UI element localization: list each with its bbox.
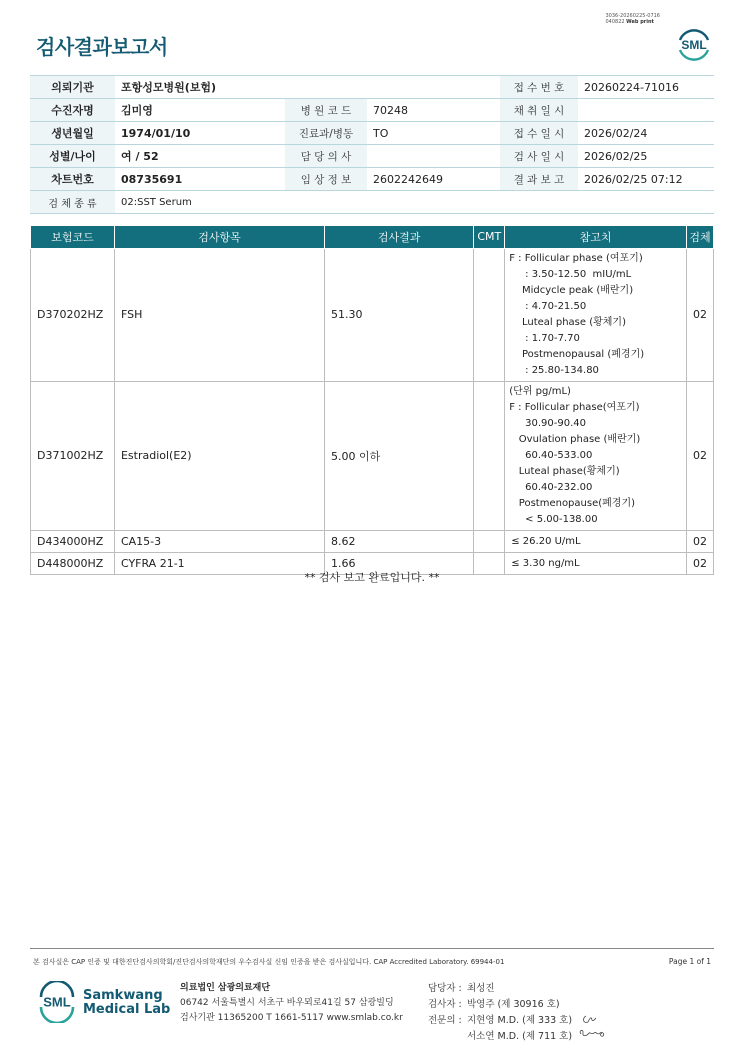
col-header-result: 검사결과 (325, 226, 474, 248)
label-patient-name: 수진자명 (30, 99, 115, 122)
label-receipt-no: 접 수 번 호 (500, 76, 578, 99)
footer-brand (83, 989, 170, 1017)
table-row (31, 530, 714, 552)
info-row (30, 191, 714, 214)
page-title: 검사결과보고서 (36, 35, 168, 59)
col-header-ref: 참고치 (505, 226, 687, 248)
info-row (30, 122, 714, 145)
print-meta-line2: 040822 (605, 19, 625, 25)
value-chart-no: 08735691 (115, 168, 285, 191)
table-row (31, 248, 714, 381)
cell-code: D434000HZ (31, 530, 115, 552)
cell-specimen: 02 (686, 552, 713, 574)
label-chart-no: 차트번호 (30, 168, 115, 191)
label-department: 진료과/병동 (285, 122, 367, 145)
label-clinical-info: 임 상 정 보 (285, 168, 367, 191)
samkwang-logo-icon (36, 981, 78, 1023)
footer-logo-text: SML (43, 994, 71, 1010)
cell-specimen: 02 (686, 248, 713, 381)
print-meta (605, 13, 660, 25)
label-report-date: 결 과 보 고 (500, 168, 578, 191)
value-doctor (367, 145, 500, 168)
cell-item: CYFRA 21-1 (114, 552, 324, 574)
info-row (30, 145, 714, 168)
info-row (30, 99, 714, 122)
cell-cmt (474, 530, 505, 552)
footer-org-info (180, 981, 403, 1026)
brand-line2: Medical Lab (83, 1002, 171, 1017)
value-clinical-info: 2602242649 (367, 168, 500, 191)
sml-logo-text: SML (681, 38, 707, 52)
cell-ref: F : Follicular phase (여포기) : 3.50-12.50 mIU/mL Midcycle peak (배란기) : 4.70-21.50 Luteal phase (황체기) : 1.70-7.70 Postmenopausal (폐경기) : 25.80-134.80 (505, 248, 687, 381)
staff-name: 박영주 (제 30916 호) (467, 999, 560, 1010)
brand-line1: Samkwang (83, 988, 163, 1003)
cell-cmt (474, 248, 505, 381)
footer-divider (30, 948, 714, 949)
certification-note: 본 검사실은 CAP 인증 및 대한진단검사의학회/진단검사의학재단의 우수검사실 신임 인증을 받은 검사실입니다. CAP Accredited Laboratory. 69944-01 (33, 958, 505, 966)
label-collection-date: 채 취 일 시 (500, 99, 578, 122)
cell-code: D370202HZ (31, 248, 115, 381)
cell-ref: ≤ 26.20 U/mL (505, 530, 687, 552)
info-row (30, 168, 714, 191)
org-address: 06742 서울특별시 서초구 바우뫼로41길 57 삼광빌딩 (180, 998, 394, 1008)
cell-result: 5.00 이하 (325, 381, 474, 530)
staff-name: 지현영 M.D. (제 333 호) (467, 1015, 573, 1026)
staff-name: 서소연 M.D. (제 711 호) (467, 1031, 573, 1042)
cell-specimen: 02 (686, 381, 713, 530)
cell-item: CA15-3 (114, 530, 324, 552)
value-department: TO (367, 122, 500, 145)
col-header-cmt: CMT (474, 226, 505, 248)
cell-code: D371002HZ (31, 381, 115, 530)
patient-info-table (30, 75, 714, 214)
signature-image (578, 1010, 610, 1042)
col-header-specimen: 검체 (686, 226, 713, 248)
value-specimen-type: 02:SST Serum (115, 191, 714, 214)
results-table (30, 226, 714, 575)
label-hospital-code: 병 원 코 드 (285, 99, 367, 122)
sml-logo-icon (674, 25, 714, 65)
results-header-row (31, 226, 714, 248)
staff-name: 최성진 (467, 983, 495, 994)
label-specimen-type: 검 체 종 류 (30, 191, 115, 214)
label-receipt-date: 접 수 일 시 (500, 122, 578, 145)
org-contact: 검사기관 11365200 T 1661-5117 www.smlab.co.kr (180, 1013, 403, 1023)
page-number: Page 1 of 1 (668, 957, 711, 966)
label-birth-date: 생년월일 (30, 122, 115, 145)
print-meta-line1: 3036-20260225-0716 (605, 13, 660, 19)
label-requester: 의뢰기관 (30, 76, 115, 99)
org-name: 의료법인 삼광의료재단 (180, 983, 271, 993)
value-collection-date (578, 99, 714, 122)
staff-role: 전문의 : (428, 1015, 462, 1026)
web-print-label: Web print (626, 19, 654, 25)
label-test-date: 검 사 일 시 (500, 145, 578, 168)
cell-item: FSH (114, 248, 324, 381)
value-requester: 포항성모병원(보험) (115, 76, 500, 99)
staff-role (428, 1029, 467, 1045)
label-doctor: 담 당 의 사 (285, 145, 367, 168)
value-report-date: 2026/02/25 07:12 (578, 168, 714, 191)
cell-result: 51.30 (325, 248, 474, 381)
cell-item: Estradiol(E2) (114, 381, 324, 530)
cell-ref: (단위 pg/mL) F : Follicular phase(여포기) 30.90-90.40 Ovulation phase (배란기) 60.40-533.00 Luteal phase(황체기) 60.40-232.00 Postmenopause(폐경기) < 5.00-138.00 (505, 381, 687, 530)
table-row (31, 381, 714, 530)
cell-result: 1.66 (325, 552, 474, 574)
cell-specimen: 02 (686, 530, 713, 552)
col-header-item: 검사항목 (114, 226, 324, 248)
staff-role: 담당자 : (428, 983, 462, 994)
value-patient-name: 김미영 (115, 99, 285, 122)
cell-cmt (474, 381, 505, 530)
info-row (30, 76, 714, 99)
col-header-code: 보험코드 (31, 226, 115, 248)
value-test-date: 2026/02/25 (578, 145, 714, 168)
label-sex-age: 성별/나이 (30, 145, 115, 168)
report-complete-notice: ** 검사 보고 완료입니다. ** (304, 571, 440, 584)
value-hospital-code: 70248 (367, 99, 500, 122)
staff-role: 검사자 : (428, 999, 462, 1010)
cell-ref: ≤ 3.30 ng/mL (505, 552, 687, 574)
cell-result: 8.62 (325, 530, 474, 552)
value-birth-date: 1974/01/10 (115, 122, 285, 145)
footer-staff (428, 981, 572, 1045)
value-receipt-no: 20260224-71016 (578, 76, 714, 99)
value-receipt-date: 2026/02/24 (578, 122, 714, 145)
value-sex-age: 여 / 52 (115, 145, 285, 168)
cell-code: D448000HZ (31, 552, 115, 574)
